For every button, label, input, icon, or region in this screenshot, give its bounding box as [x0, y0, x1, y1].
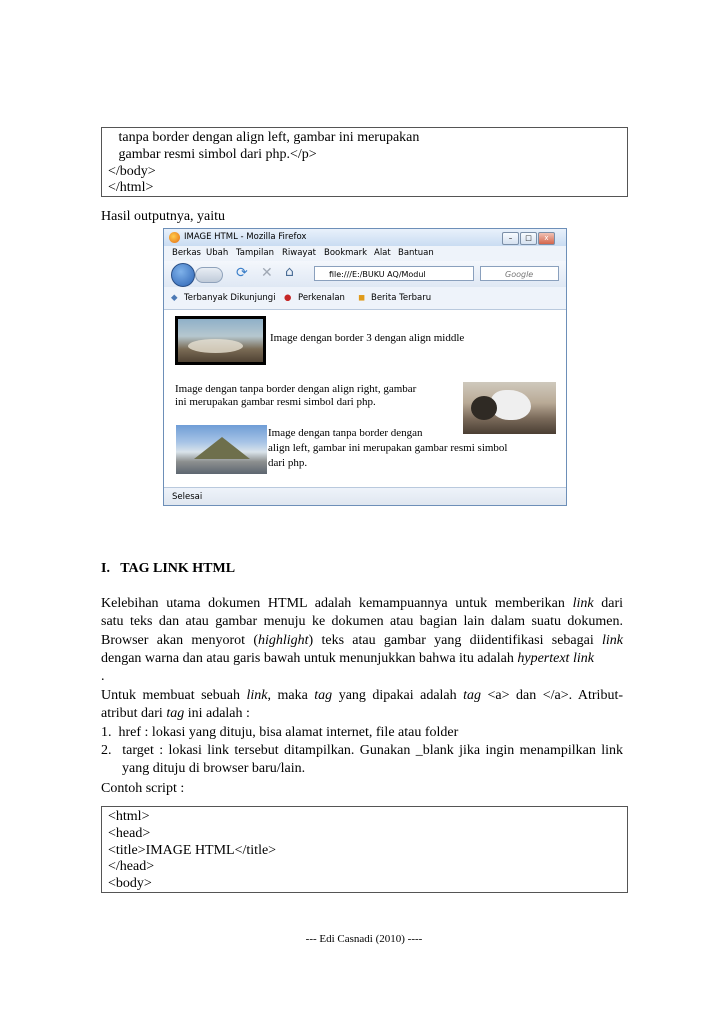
text-run: tag [166, 706, 185, 722]
text-run: hypertext link [517, 650, 594, 666]
caption-3-line-2: align left, gambar ini merupakan gambar resmi simbol [268, 442, 508, 454]
code-box-top [101, 127, 628, 197]
bookmark-icon: ● [284, 293, 292, 303]
menu-item-bookmark[interactable]: Bookmark [324, 248, 368, 258]
section-heading: I. TAG LINK HTML [101, 561, 236, 576]
firefox-logo-icon [169, 232, 180, 243]
caption-3-line-1: Image dengan tanpa border dengan [268, 427, 423, 439]
example-label: Contoh script : [101, 781, 185, 796]
list-item: yang dituju di browser baru/lain. [122, 761, 306, 777]
text-run: Browser akan menyorot ( [101, 632, 258, 648]
bookmark-icon: ◆ [171, 293, 178, 303]
code-line: <html> [108, 809, 150, 824]
caption-3-line-3: dari php. [268, 457, 308, 469]
text-run: dengan warna dan atau garis bawah untuk menunjukkan bahwa itu adalah [101, 650, 514, 666]
forward-button-icon[interactable] [195, 267, 223, 283]
text-run: dan [516, 688, 537, 703]
paragraph-line [101, 650, 623, 668]
code-line: tanpa border dengan align left, gambar ini merupakan [108, 130, 420, 145]
home-icon[interactable]: ⌂ [285, 264, 294, 280]
code-line: <body> [108, 876, 152, 891]
text-run: . Atribut- [568, 688, 624, 703]
code-line: gambar resmi simbol dari php.</p> [108, 147, 317, 162]
bookmark-most-visited[interactable]: Terbanyak Dikunjungi [184, 293, 276, 303]
image-roosters [463, 382, 556, 434]
code-line: <head> [108, 826, 151, 841]
browser-window [163, 228, 567, 506]
image-trees [175, 316, 266, 365]
text-run: Kelebihan utama dokumen HTML adalah kemampuannya untuk memberikan [101, 596, 565, 611]
maximize-button[interactable]: □ [520, 232, 537, 245]
text-run: link [246, 688, 268, 703]
caption-2-line-2: ini merupakan gambar resmi simbol dari php. [175, 396, 376, 408]
text-run: tag [463, 688, 482, 703]
url-text: file:///E:/BUKU AQ/Modul [329, 270, 426, 279]
status-bar [164, 487, 566, 506]
text-run: dari [601, 596, 624, 611]
list-item: 2. target : lokasi link tersebut ditampilkan. Gunakan _blank jika ingin menampilkan link [101, 742, 623, 758]
code-line: </body> [108, 164, 156, 179]
page-content [164, 310, 566, 487]
bookmark-berita[interactable]: Berita Terbaru [371, 293, 432, 303]
text-run: ini adalah : [187, 706, 250, 722]
search-box[interactable] [480, 266, 559, 281]
caption-1: Image dengan border 3 dengan align middle [270, 332, 465, 344]
menu-item-bantuan[interactable]: Bantuan [398, 248, 434, 258]
title-bar [164, 229, 566, 246]
paragraph-line [101, 632, 623, 650]
code-line: <title>IMAGE HTML</title> [108, 843, 277, 858]
reload-icon[interactable]: ⟳ [236, 265, 248, 281]
menu-item-ubah[interactable]: Ubah [206, 248, 229, 258]
menu-item-alat[interactable]: Alat [374, 248, 391, 258]
search-placeholder: Google [505, 270, 534, 279]
close-button[interactable]: x [538, 232, 555, 245]
text-run: link [602, 632, 623, 648]
window-title: IMAGE HTML - Mozilla Firefox [184, 232, 307, 242]
paragraph-line [101, 705, 623, 723]
text-run: link [572, 596, 594, 611]
text-run: tag [314, 688, 333, 703]
status-text: Selesai [172, 492, 203, 502]
paragraph-line [101, 595, 623, 613]
code-box-bottom [101, 806, 628, 893]
paragraph-1 [101, 595, 623, 686]
image-mountain [176, 425, 267, 474]
stop-icon[interactable]: ✕ [261, 265, 273, 281]
text-run: highlight [257, 632, 309, 648]
text-run: yang dipakai adalah [338, 688, 457, 703]
paragraph-line [101, 687, 623, 705]
menu-item-tampilan[interactable]: Tampilan [236, 248, 274, 258]
address-bar[interactable] [314, 266, 474, 281]
text-run: ) teks atau gambar yang diidentifikasi sebagai [308, 632, 594, 648]
page-footer: --- Edi Casnadi (2010) ---- [305, 933, 423, 945]
paragraph-line: . [101, 669, 105, 685]
code-line: </html> [108, 180, 154, 195]
bookmark-perkenalan[interactable]: Perkenalan [298, 293, 345, 303]
text-run: </a> [542, 688, 569, 703]
text-run: <a> [487, 688, 510, 703]
bookmarks-toolbar [164, 287, 566, 310]
text-run: atribut dari [101, 706, 163, 722]
paragraph-line: satu teks dan atau gambar menuju ke dokumen atau bagian lain dalam suatu dokumen. [101, 614, 623, 630]
menu-item-riwayat[interactable]: Riwayat [282, 248, 316, 258]
code-line: </head> [108, 859, 155, 874]
menu-bar [164, 246, 566, 261]
list-item: 1. href : lokasi yang dituju, bisa alamat internet, file atau folder [101, 724, 459, 740]
text-run: , maka [267, 688, 308, 703]
text-run: Untuk membuat sebuah [101, 688, 240, 703]
bookmark-icon: ◼ [358, 293, 366, 303]
output-label: Hasil outputnya, yaitu [101, 209, 226, 224]
caption-2-line-1: Image dengan tanpa border dengan align right, gambar [175, 383, 417, 395]
paragraph-2 [101, 687, 623, 778]
menu-item-berkas[interactable]: Berkas [172, 248, 201, 258]
minimize-button[interactable]: – [502, 232, 519, 245]
back-button-icon[interactable] [171, 263, 195, 287]
